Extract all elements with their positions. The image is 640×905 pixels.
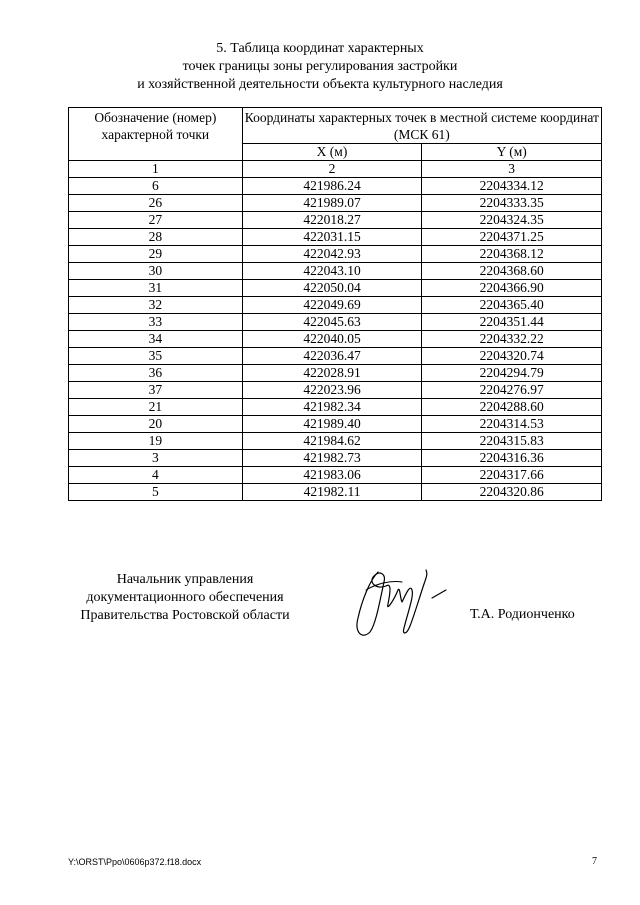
table-row xyxy=(69,433,602,450)
signatory-position xyxy=(60,571,310,625)
y-coordinate-cell: 2204365.40 xyxy=(422,297,602,314)
table-row xyxy=(69,297,602,314)
header-coordinates: Координаты характерных точек в местной системе координат (МСК 61) xyxy=(242,108,601,144)
table-row xyxy=(69,280,602,297)
x-coordinate-cell: 422045.63 xyxy=(242,314,422,331)
x-coordinate-cell: 422018.27 xyxy=(242,212,422,229)
y-coordinate-cell: 2204333.35 xyxy=(422,195,602,212)
table-row xyxy=(69,212,602,229)
table-row xyxy=(69,331,602,348)
column-number-2: 2 xyxy=(242,161,422,178)
point-number-cell: 28 xyxy=(69,229,243,246)
table-row xyxy=(69,229,602,246)
x-coordinate-cell: 421989.40 xyxy=(242,416,422,433)
y-coordinate-cell: 2204320.74 xyxy=(422,348,602,365)
point-number-cell: 34 xyxy=(69,331,243,348)
table-row xyxy=(69,467,602,484)
x-coordinate-cell: 422023.96 xyxy=(242,382,422,399)
position-line-3: Правительства Ростовской области xyxy=(80,608,290,623)
x-coordinate-cell: 421984.62 xyxy=(242,433,422,450)
x-coordinate-cell: 422036.47 xyxy=(242,348,422,365)
y-coordinate-cell: 2204288.60 xyxy=(422,399,602,416)
x-coordinate-cell: 421982.34 xyxy=(242,399,422,416)
table-row xyxy=(69,399,602,416)
x-coordinate-cell: 421982.73 xyxy=(242,450,422,467)
header-y: Y (м) xyxy=(422,144,602,161)
point-number-cell: 30 xyxy=(69,263,243,280)
point-number-cell: 33 xyxy=(69,314,243,331)
header-point-number: Обозначение (номер) характерной точки xyxy=(69,108,243,161)
y-coordinate-cell: 2204316.36 xyxy=(422,450,602,467)
header-x: X (м) xyxy=(242,144,422,161)
x-coordinate-cell: 422031.15 xyxy=(242,229,422,246)
point-number-cell: 37 xyxy=(69,382,243,399)
x-coordinate-cell: 421989.07 xyxy=(242,195,422,212)
footer-file-path: Y:\ORST\Ppo\0606p372.f18.docx xyxy=(68,857,202,867)
y-coordinate-cell: 2204368.12 xyxy=(422,246,602,263)
table-row xyxy=(69,195,602,212)
footer-page-number: 7 xyxy=(592,856,597,867)
y-coordinate-cell: 2204317.66 xyxy=(422,467,602,484)
table-row xyxy=(69,348,602,365)
signatory-name: Т.А. Родионченко xyxy=(470,607,575,622)
position-line-2: документационного обеспечения xyxy=(86,590,284,605)
x-coordinate-cell: 422043.10 xyxy=(242,263,422,280)
y-coordinate-cell: 2204351.44 xyxy=(422,314,602,331)
point-number-cell: 27 xyxy=(69,212,243,229)
table-row xyxy=(69,314,602,331)
table-row xyxy=(69,365,602,382)
title-line-3: и хозяйственной деятельности объекта культурного наследия xyxy=(137,77,503,92)
y-coordinate-cell: 2204276.97 xyxy=(422,382,602,399)
y-coordinate-cell: 2204368.60 xyxy=(422,263,602,280)
y-coordinate-cell: 2204371.25 xyxy=(422,229,602,246)
table-row xyxy=(69,382,602,399)
point-number-cell: 31 xyxy=(69,280,243,297)
point-number-cell: 26 xyxy=(69,195,243,212)
point-number-cell: 32 xyxy=(69,297,243,314)
table-title xyxy=(0,40,640,94)
point-number-cell: 35 xyxy=(69,348,243,365)
coordinates-table-body xyxy=(69,178,602,501)
x-coordinate-cell: 421983.06 xyxy=(242,467,422,484)
point-number-cell: 19 xyxy=(69,433,243,450)
table-row xyxy=(69,416,602,433)
x-coordinate-cell: 421986.24 xyxy=(242,178,422,195)
table-row xyxy=(69,450,602,467)
point-number-cell: 4 xyxy=(69,467,243,484)
y-coordinate-cell: 2204366.90 xyxy=(422,280,602,297)
title-line-1: 5. Таблица координат характерных xyxy=(216,41,424,56)
x-coordinate-cell: 421982.11 xyxy=(242,484,422,501)
point-number-cell: 3 xyxy=(69,450,243,467)
y-coordinate-cell: 2204332.22 xyxy=(422,331,602,348)
table-row xyxy=(69,484,602,501)
x-coordinate-cell: 422040.05 xyxy=(242,331,422,348)
point-number-cell: 5 xyxy=(69,484,243,501)
y-coordinate-cell: 2204320.86 xyxy=(422,484,602,501)
table-row xyxy=(69,263,602,280)
point-number-cell: 6 xyxy=(69,178,243,195)
column-number-3: 3 xyxy=(422,161,602,178)
x-coordinate-cell: 422050.04 xyxy=(242,280,422,297)
x-coordinate-cell: 422042.93 xyxy=(242,246,422,263)
column-number-1: 1 xyxy=(69,161,243,178)
handwritten-signature xyxy=(340,560,460,650)
y-coordinate-cell: 2204324.35 xyxy=(422,212,602,229)
y-coordinate-cell: 2204314.53 xyxy=(422,416,602,433)
point-number-cell: 20 xyxy=(69,416,243,433)
x-coordinate-cell: 422049.69 xyxy=(242,297,422,314)
y-coordinate-cell: 2204294.79 xyxy=(422,365,602,382)
point-number-cell: 36 xyxy=(69,365,243,382)
point-number-cell: 29 xyxy=(69,246,243,263)
y-coordinate-cell: 2204334.12 xyxy=(422,178,602,195)
table-row xyxy=(69,246,602,263)
title-line-2: точек границы зоны регулирования застройки xyxy=(182,59,458,74)
position-line-1: Начальник управления xyxy=(116,572,254,587)
coordinates-table xyxy=(68,107,602,501)
x-coordinate-cell: 422028.91 xyxy=(242,365,422,382)
point-number-cell: 21 xyxy=(69,399,243,416)
table-row xyxy=(69,178,602,195)
y-coordinate-cell: 2204315.83 xyxy=(422,433,602,450)
